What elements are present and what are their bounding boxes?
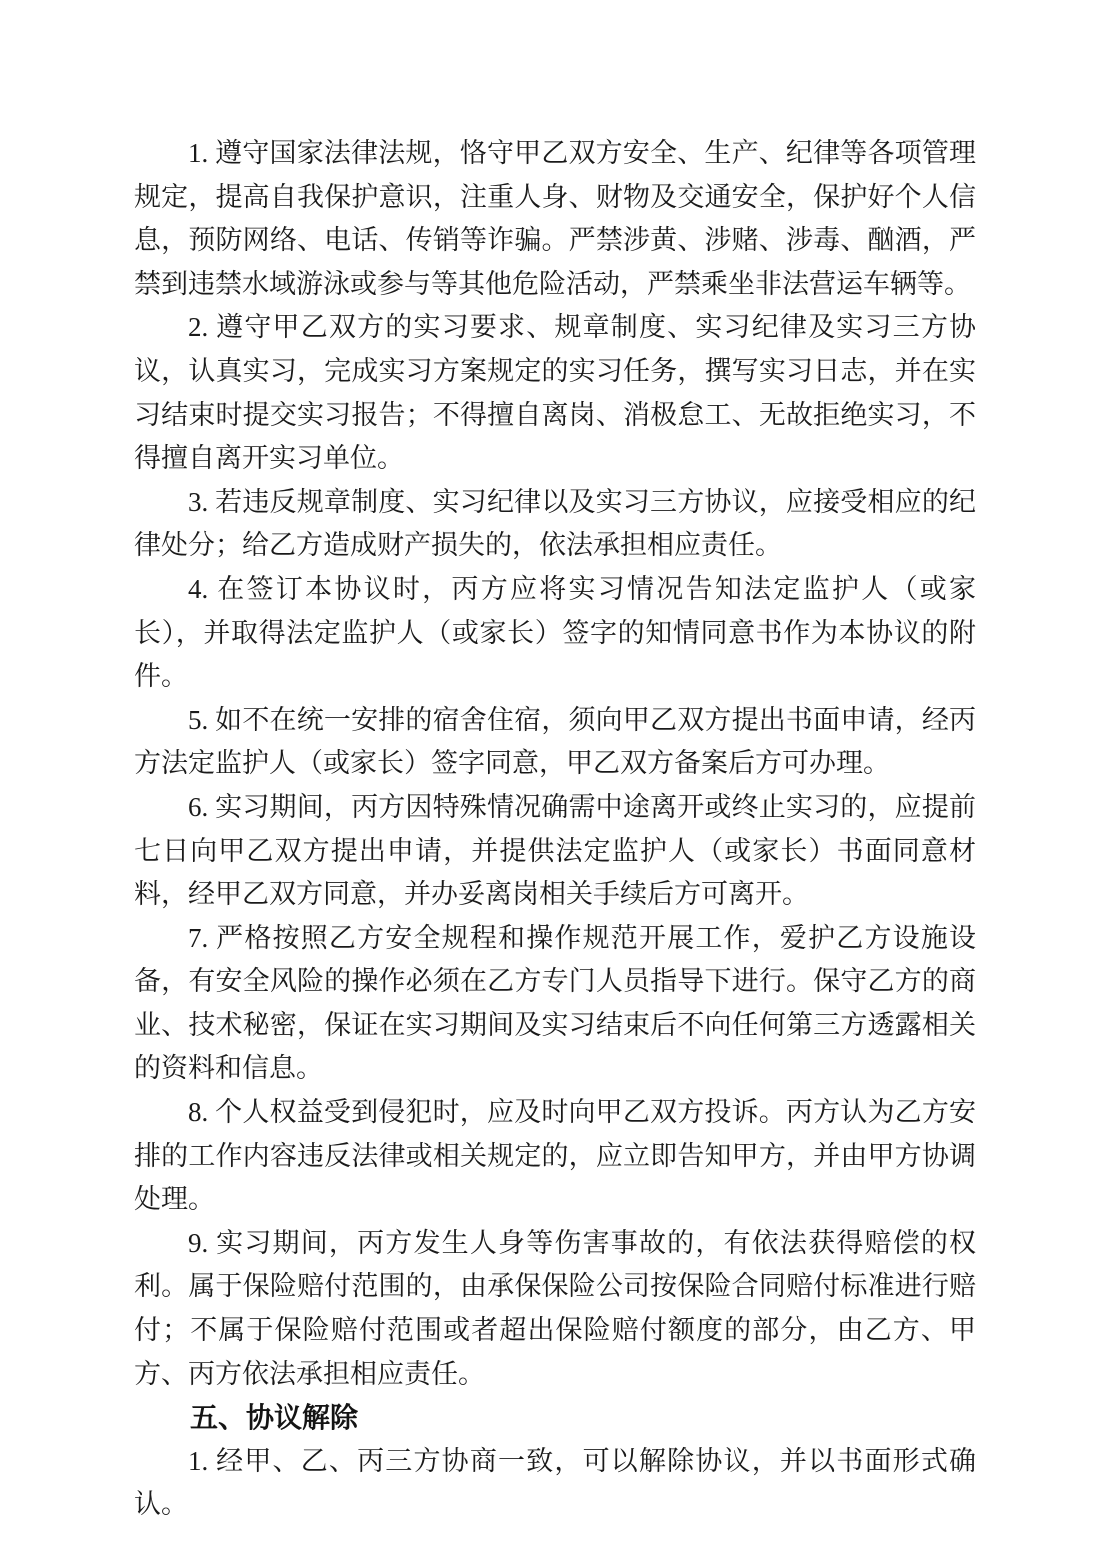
- clause-6-early-departure: 6. 实习期间，丙方因特殊情况确需中途离开或终止实习的，应提前七日向甲乙双方提出申请，并提供法定监护人（或家长）书面同意材料，经甲乙双方同意，并办妥离岗相关手续后方可离开。: [134, 791, 976, 910]
- clause-2-internship-discipline: 2. 遵守甲乙双方的实习要求、规章制度、实习纪律及实习三方协议，认真实习，完成实习方案规定的实习任务，撰写实习日志，并在实习结束时提交实习报告；不得擅自离岗、消极怠工、无故拒绝实习，不得擅自离开实习单位。: [134, 312, 976, 474]
- agreement-text-body: [134, 132, 976, 1527]
- clause-4-guardian-consent: 4. 在签订本协议时，丙方应将实习情况告知法定监护人（或家长），并取得法定监护人（或家长）签字的知情同意书作为本协议的附件。: [134, 573, 976, 692]
- clause-1-laws-and-safety: 1. 遵守国家法律法规，恪守甲乙双方安全、生产、纪律等各项管理规定，提高自我保护意识，注重人身、财物及交通安全，保护好个人信息，预防网络、电话、传销等诈骗。严禁涉黄、涉赌、涉毒、酗酒，严禁到违禁水域游泳或参与等其他危险活动，严禁乘坐非法营运车辆等。: [134, 138, 976, 299]
- clause-3-violation-liability: 3. 若违反规章制度、实习纪律以及实习三方协议，应接受相应的纪律处分；给乙方造成财产损失的，依法承担相应责任。: [134, 486, 976, 561]
- clause-9-injury-compensation: 9. 实习期间，丙方发生人身等伤害事故的，有依法获得赔偿的权利。属于保险赔付范围的，由承保保险公司按保险合同赔付标准进行赔付；不属于保险赔付范围或者超出保险赔付额度的部分，由乙方、甲方、丙方依法承担相应责任。: [134, 1227, 976, 1389]
- section-heading-agreement-termination: 五、协议解除: [190, 1402, 359, 1434]
- clause-7-safety-confidentiality: 7. 严格按照乙方安全规程和操作规范开展工作，爱护乙方设施设备，有安全风险的操作必须在乙方专门人员指导下进行。保守乙方的商业、技术秘密，保证在实习期间及实习结束后不向任何第三方透露相关的资料和信息。: [134, 922, 976, 1084]
- clause-5-accommodation: 5. 如不在统一安排的宿舍住宿，须向甲乙双方提出书面申请，经丙方法定监护人（或家长）签字同意，甲乙双方备案后方可办理。: [134, 704, 976, 779]
- clause-termination-1-mutual-consent: 1. 经甲、乙、丙三方协商一致，可以解除协议，并以书面形式确认。: [134, 1445, 976, 1520]
- clause-8-rights-complaints: 8. 个人权益受到侵犯时，应及时向甲乙双方投诉。丙方认为乙方安排的工作内容违反法律或相关规定的，应立即告知甲方，并由甲方协调处理。: [134, 1097, 976, 1215]
